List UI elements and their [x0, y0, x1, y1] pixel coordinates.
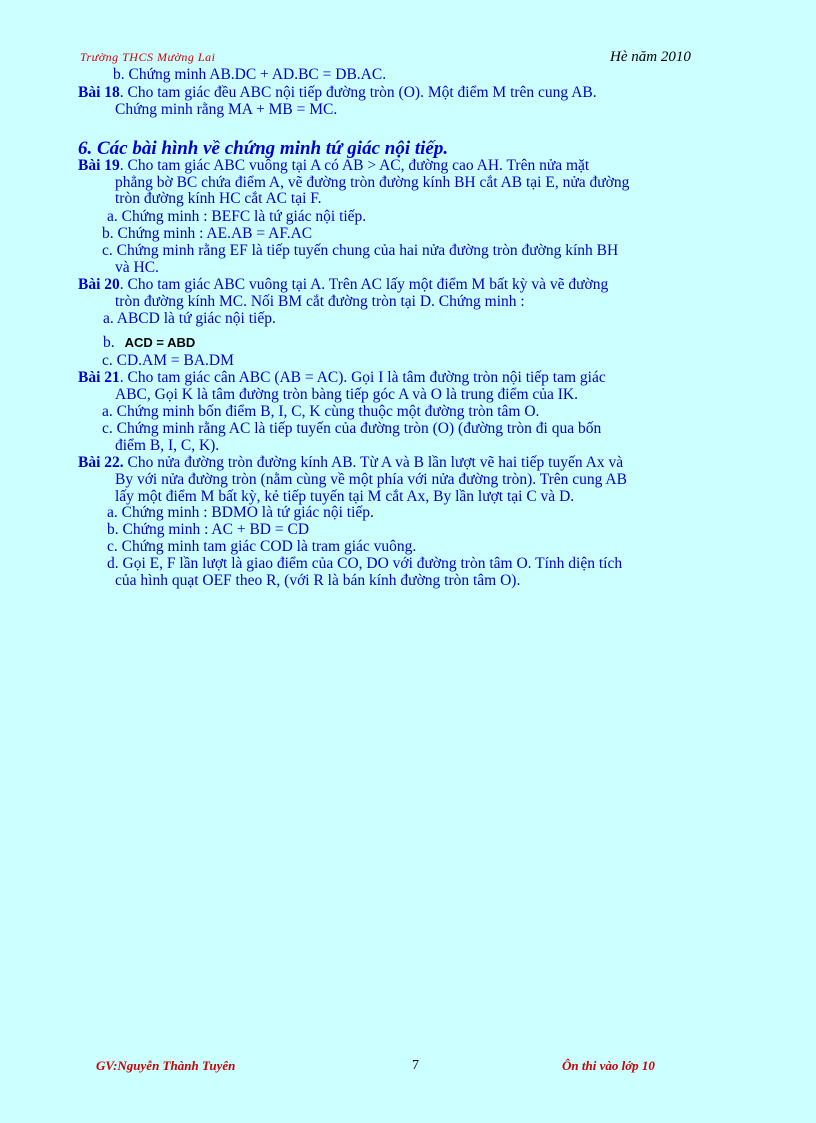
footer-teacher: GV:Nguyễn Thành Tuyên — [96, 1058, 236, 1073]
line-text: của hình quạt OEF theo R, (với R là bán kính đường tròn tâm O). — [115, 572, 521, 589]
text-line — [115, 386, 578, 403]
line-text: b. Chứng minh : AC + BD = CD — [107, 521, 310, 538]
text-line — [107, 538, 416, 555]
line-text: a. Chứng minh : BEFC là tứ giác nội tiếp. — [107, 208, 367, 225]
footer-subject: Ôn thi vào lớp 10 — [562, 1058, 655, 1073]
line-text: và HC. — [115, 259, 159, 276]
text-line — [102, 403, 539, 420]
header-year: Hè năm 2010 — [610, 49, 691, 65]
text-line — [103, 310, 276, 327]
text-line — [78, 276, 608, 293]
text-line — [107, 555, 622, 572]
line-text: d. Gọi E, F lần lượt là giao điểm của CO, DO với đường tròn tâm O. Tính diện tích — [107, 555, 623, 572]
line-text: điểm B, I, C, K). — [115, 437, 220, 454]
line-text: Chứng minh rằng MA + MB = MC. — [115, 101, 338, 118]
line-text: Cho nửa đường tròn đường kính AB. Từ A và B lần lượt vẽ hai tiếp tuyến Ax và — [123, 454, 624, 471]
line-text: a. Chứng minh bốn điểm B, I, C, K cùng thuộc một đường tròn tâm O. — [102, 403, 540, 420]
line-text: . Cho tam giác ABC vuông tại A. Trên AC lấy một điểm M bất kỳ và vẽ đường — [119, 276, 609, 293]
line-text: c. Chứng minh rằng AC là tiếp tuyến của đường tròn (O) (đường tròn đi qua bốn — [102, 420, 602, 437]
line-text: c. CD.AM = BA.DM — [102, 352, 234, 369]
line-text: tròn đường kính MC. Nối BM cắt đường tròn tại D. Chứng minh : — [115, 293, 525, 310]
text-line — [102, 352, 234, 369]
text-line — [115, 572, 520, 589]
text-line — [115, 471, 627, 488]
line-text: ABC, Gọi K là tâm đường tròn bàng tiếp góc A và O là trung điểm của IK. — [115, 386, 579, 403]
text-line — [107, 504, 374, 521]
text-line — [78, 454, 623, 471]
line-text: . Cho tam giác ABC vuông tại A có AB > AC, đường cao AH. Trên nửa mặt — [119, 157, 590, 174]
line-text: . Cho tam giác cân ABC (AB = AC). Gọi I là tâm đường tròn nội tiếp tam giác — [119, 369, 606, 386]
line-text: . Cho tam giác đều ABC nội tiếp đường tròn (O). Một điểm M trên cung AB. — [119, 84, 597, 101]
text-line — [107, 208, 366, 225]
text-line — [107, 521, 309, 538]
header-school: Trường THCS Mường Lai — [80, 50, 216, 64]
text-line — [113, 66, 386, 83]
exercise-number: Bài 21 — [78, 369, 120, 386]
line-text: phẳng bờ BC chứa điểm A, vẽ đường tròn đường kính BH cắt AB tại E, nửa đường — [115, 174, 630, 191]
text-line — [115, 259, 159, 276]
text-line — [78, 157, 589, 174]
text-line — [115, 293, 525, 310]
text-line — [115, 190, 322, 207]
text-line — [103, 334, 195, 351]
exercise-number: Bài 20 — [78, 276, 120, 293]
angle-formula: ACD = ABD — [124, 335, 196, 350]
line-text: c. Chứng minh rằng EF là tiếp tuyến chung của hai nửa đường tròn đường kính BH — [102, 242, 619, 259]
line-text: By với nửa đường tròn (nằm cùng về một phía với nửa đường tròn). Trên cung AB — [115, 471, 627, 488]
exercise-number: Bài 18 — [78, 84, 120, 101]
text-line — [115, 101, 337, 118]
text-line — [78, 84, 597, 101]
section-heading: 6. Các bài hình về chứng minh tứ giác nội tiếp. — [78, 138, 449, 159]
line-text: lấy một điểm M bất kỳ, kẻ tiếp tuyến tại M cắt Ax, By lần lượt tại C và D. — [115, 488, 575, 505]
text-line — [115, 174, 629, 191]
line-text: a. ABCD là tứ giác nội tiếp. — [103, 310, 276, 327]
page-number: 7 — [412, 1058, 419, 1073]
line-text: b. Chứng minh AB.DC + AD.BC = DB.AC. — [113, 66, 387, 83]
text-line — [115, 437, 219, 454]
text-line — [102, 420, 601, 437]
exercise-number: Bài 19 — [78, 157, 120, 174]
line-text: b. Chứng minh : AE.AB = AF.AC — [102, 225, 313, 242]
line-text: tròn đường kính HC cắt AC tại F. — [115, 190, 322, 207]
line-text: a. Chứng minh : BDMO là tứ giác nội tiếp. — [107, 504, 374, 521]
line-text: b. — [103, 334, 115, 351]
text-line — [102, 242, 618, 259]
line-text: c. Chứng minh tam giác COD là tram giác vuông. — [107, 538, 417, 555]
text-line — [115, 488, 574, 505]
text-line — [102, 225, 312, 242]
text-line — [78, 369, 606, 386]
exercise-number: Bài 22. — [78, 454, 124, 471]
